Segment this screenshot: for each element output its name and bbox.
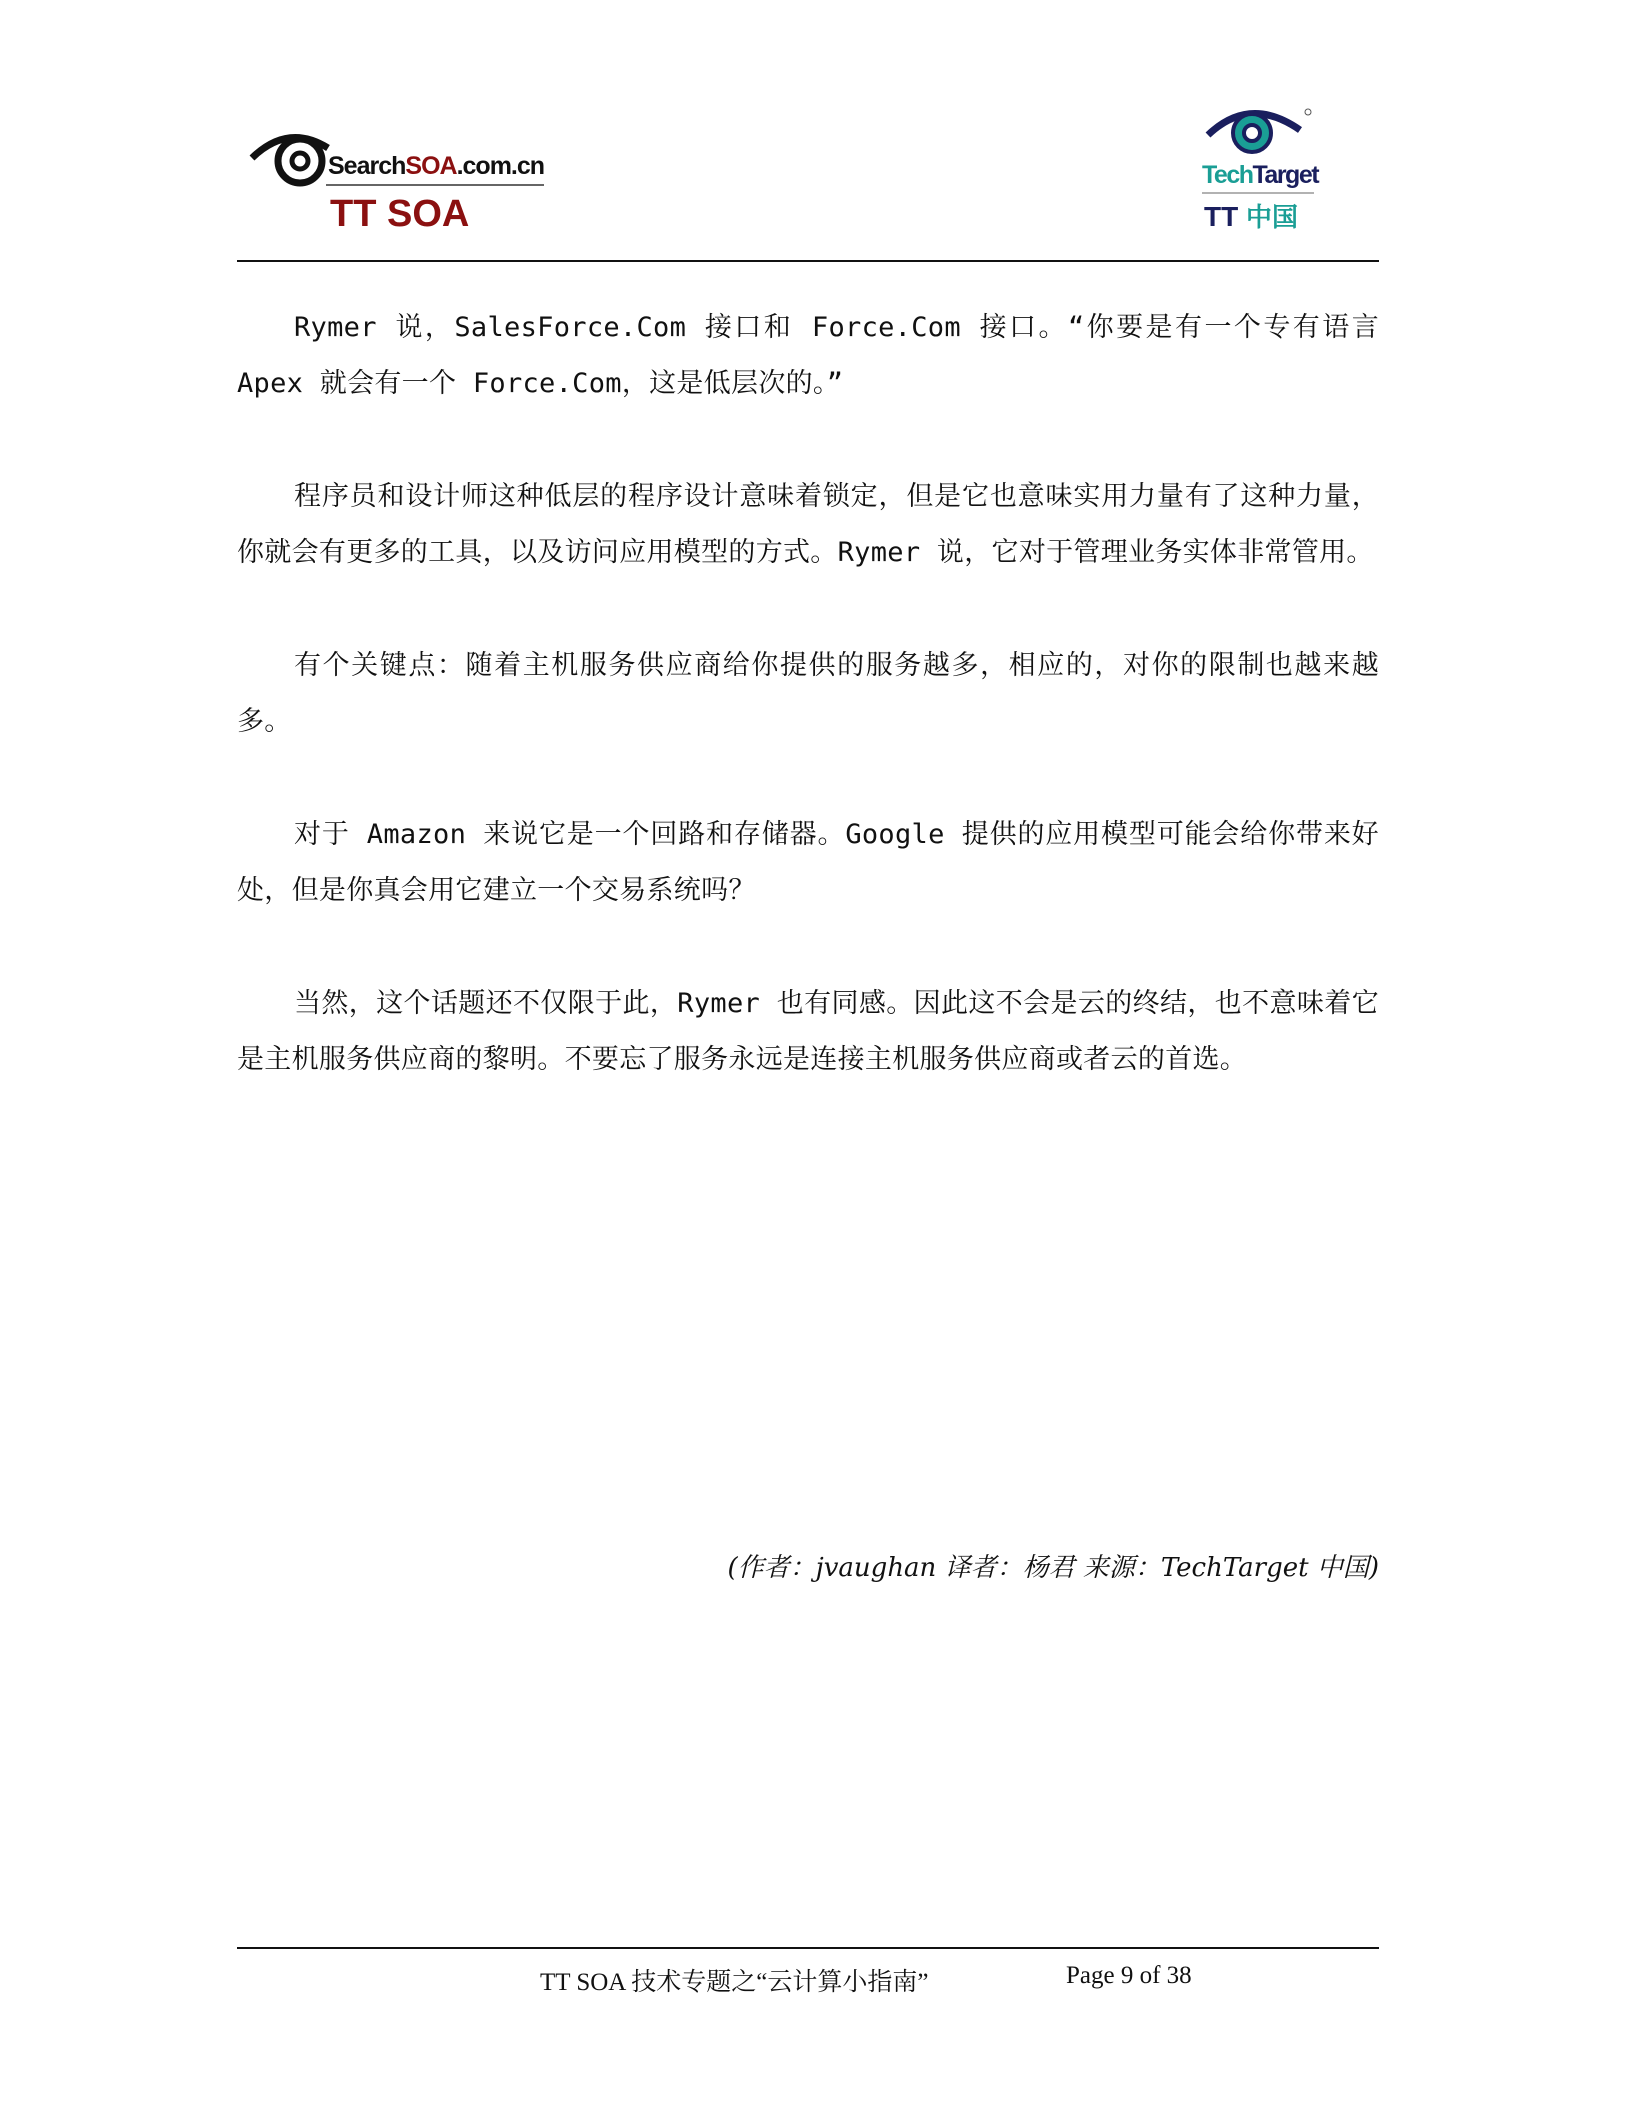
article-attribution: (作者：jvaughan 译者：杨君 来源：TechTarget 中国) (727, 1553, 1379, 1583)
svg-text:TT SOA: TT SOA (330, 193, 470, 235)
eye-icon (252, 138, 328, 183)
paragraph: 有个关键点：随着主机服务供应商给你提供的服务越多，相应的，对你的限制也越来越多。 (237, 650, 1379, 737)
page-number: Page 9 of 38 (1066, 1962, 1192, 1989)
svg-text:TechTarget: TechTarget (1202, 161, 1319, 189)
techtarget-logo (1190, 100, 1330, 235)
svg-text:TT: TT (1204, 201, 1239, 232)
article-body (237, 300, 1379, 1145)
footer-title: TT SOA 技术专题之“云计算小指南” (540, 1969, 929, 1996)
paragraph: 程序员和设计师这种低层的程序设计意味着锁定，但是它也意味实用力量有了这种力量，你就会有更多的工具，以及访问应用模型的方式。Rymer 说，它对于管理业务实体非常管用。 (237, 481, 1379, 568)
paragraph: Rymer 说，SalesForce.Com 接口和 Force.Com 接口。“你要是有一个专有语言 Apex 就会有一个 Force.Com，这是低层次的。” (237, 312, 1379, 399)
header-divider (237, 260, 1379, 262)
eye-icon (1208, 109, 1311, 152)
paragraph: 当然，这个话题还不仅限于此，Rymer 也有同感。因此这不会是云的终结，也不意味着它是主机服务供应商的黎明。不要忘了服务永远是连接主机服务供应商或者云的首选。 (237, 988, 1379, 1075)
svg-text:中国: 中国 (1246, 203, 1299, 233)
paragraph: 对于 Amazon 来说它是一个回路和存储器。Google 提供的应用模型可能会给你带来好处，但是你真会用它建立一个交易系统吗？ (237, 819, 1379, 906)
searchsoa-logo (248, 128, 548, 238)
svg-text:SearchSOA.com.cn: SearchSOA.com.cn (328, 152, 545, 180)
footer-divider (237, 1947, 1379, 1949)
